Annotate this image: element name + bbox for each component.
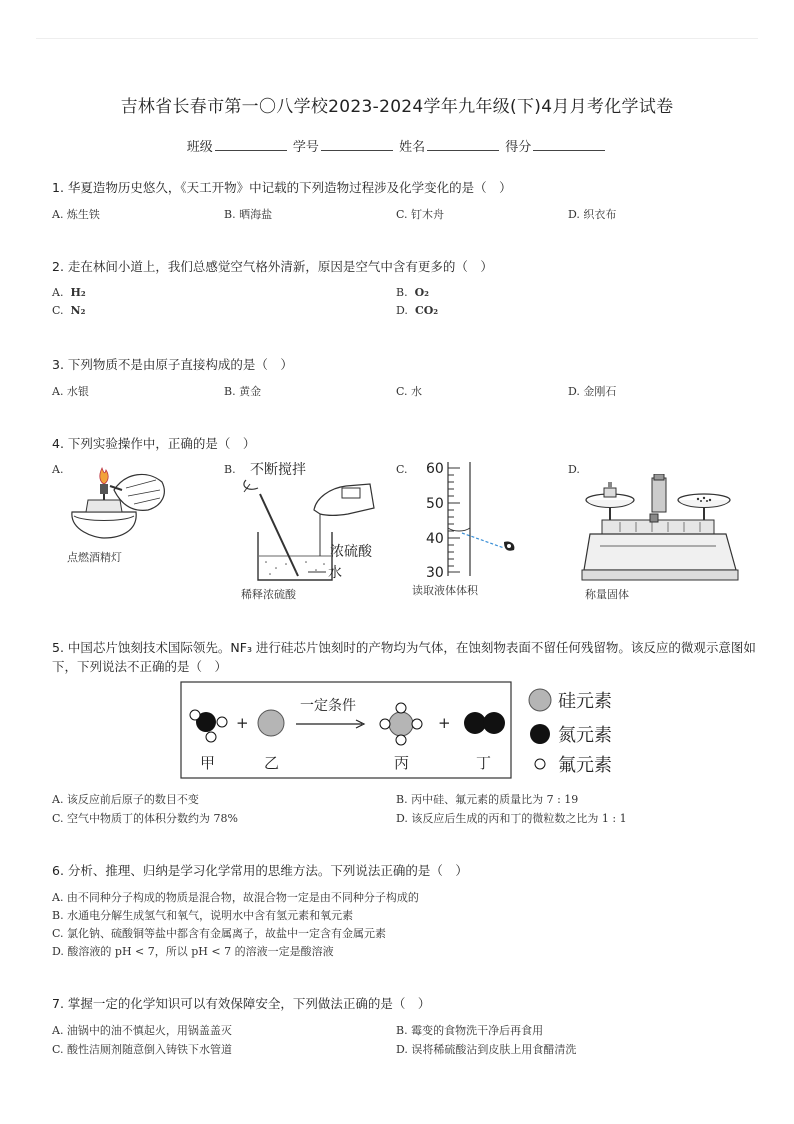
q4-option-b[interactable]: B. (224, 463, 236, 476)
question-2-stem: 2. 走在林间小道上，我们总感觉空气格外清新，原因是空气中含有更多的（ ） (52, 259, 493, 274)
label-jia: 甲 (200, 754, 216, 772)
question-7-stem: 7. 掌握一定的化学知识可以有效保障安全，下列做法正确的是（ ） (52, 996, 431, 1011)
q2-a-label: A. (52, 286, 64, 299)
q3-option-d[interactable]: D. 金刚石 (568, 385, 617, 398)
q2-c-label: C. (52, 304, 64, 317)
q3-option-b[interactable]: B. 黄金 (224, 385, 262, 398)
q7-option-a[interactable]: A. 油锅中的油不慎起火，用锅盖盖灭 (52, 1024, 232, 1037)
q2-b-label: B. (396, 286, 408, 299)
caption-c: 读取液体体积 (412, 584, 478, 597)
question-1-stem: 1. 华夏造物历史悠久，《天工开物》中记载的下列造物过程涉及化学变化的是（ ） (52, 180, 512, 195)
legend-n: 氮元素 (558, 725, 612, 746)
q6-option-a[interactable]: A. 由不同种分子构成的物质是混合物，故混合物一定是由不同种分子构成的 (52, 891, 419, 904)
q1-option-b[interactable]: B. 晒海盐 (224, 208, 273, 221)
b-acid-label: 浓硫酸 (330, 544, 372, 560)
reaction-diagram (178, 680, 628, 782)
b-water-label: 水 (328, 565, 342, 581)
q4-option-c[interactable]: C. (396, 463, 408, 476)
q7-option-c[interactable]: C. 酸性洁厕剂随意倒入铸铁下水管道 (52, 1043, 233, 1056)
c-tick-30: 30 (426, 565, 444, 580)
question-5-stem-line1: 5. 中国芯片蚀刻技术国际领先。NF₃ 进行硅芯片蚀刻时的产物均为气体，在蚀刻物表面不留任何残留物。该反应的微观示意图如 (52, 640, 756, 655)
number-label: 学号 (292, 140, 319, 155)
question-4-stem: 4. 下列实验操作中，正确的是（ ） (52, 436, 256, 451)
c-tick-40: 40 (426, 531, 444, 547)
dilute-acid-illustration (236, 458, 386, 586)
q1-option-d[interactable]: D. 织衣布 (568, 208, 617, 221)
q2-option-c[interactable] (52, 304, 85, 317)
name-blank[interactable] (427, 138, 499, 151)
b-stir-label: 不断搅拌 (250, 462, 306, 478)
question-6-stem: 6. 分析、推理、归纳是学习化学常用的思维方法。下列说法正确的是（ ） (52, 863, 468, 878)
alcohol-lamp-illustration (64, 460, 174, 540)
label-bing: 丙 (394, 754, 410, 772)
q7-option-d[interactable]: D. 误将稀硫酸沾到皮肤上用食醋清洗 (396, 1043, 577, 1056)
q2-option-a[interactable] (52, 286, 86, 299)
c-tick-50: 50 (426, 496, 444, 512)
name-label: 姓名 (399, 140, 426, 155)
caption-a: 点燃酒精灯 (67, 551, 122, 564)
q7-option-b[interactable]: B. 霉变的食物洗干净后再食用 (396, 1024, 544, 1037)
question-5-stem-line2: 下，下列说法不正确的是（ ） (52, 659, 228, 674)
q4-option-d[interactable]: D. (568, 463, 580, 476)
q5-option-b[interactable]: B. 丙中硅、氟元素的质量比为 7 : 19 (396, 793, 579, 806)
condition-label: 一定条件 (300, 698, 356, 714)
class-label: 班级 (186, 140, 213, 155)
q4-option-a[interactable]: A. (52, 463, 64, 476)
score-blank[interactable] (533, 138, 605, 151)
q5-option-a[interactable]: A. 该反应前后原子的数目不变 (52, 793, 199, 806)
q5-option-c[interactable]: C. 空气中物质丁的体积分数约为 78% (52, 812, 238, 825)
c-tick-60: 60 (426, 461, 444, 477)
q2-option-d[interactable] (396, 304, 438, 317)
q2-a-formula: H₂ (70, 286, 86, 299)
q2-d-formula: CO₂ (414, 304, 439, 317)
q6-option-d[interactable]: D. 酸溶液的 pH < 7，所以 pH < 7 的溶液一定是酸溶液 (52, 945, 334, 958)
q6-option-b[interactable]: B. 水通电分解生成氢气和氧气，说明水中含有氢元素和氧元素 (52, 909, 354, 922)
score-label: 得分 (505, 140, 532, 155)
question-3-stem: 3. 下列物质不是由原子直接构成的是（ ） (52, 357, 293, 372)
q1-option-a[interactable]: A. 炼生铁 (52, 208, 100, 221)
page-title: 吉林省长春市第一〇八学校2023-2024学年九年级(下)4月月考化学试卷 (120, 97, 674, 117)
caption-d: 称量固体 (585, 588, 629, 601)
legend-f: 氟元素 (558, 755, 612, 776)
class-blank[interactable] (215, 138, 287, 151)
q2-d-label: D. (396, 304, 408, 317)
q5-option-d[interactable]: D. 该反应后生成的丙和丁的微粒数之比为 1 : 1 (396, 812, 627, 825)
svg-text:+: + (236, 714, 249, 732)
q2-b-formula: O₂ (414, 286, 429, 299)
q2-c-formula: N₂ (70, 304, 86, 317)
label-ding: 丁 (476, 754, 492, 772)
q3-option-a[interactable]: A. 水银 (52, 385, 89, 398)
q2-option-b[interactable] (396, 286, 429, 299)
label-yi: 乙 (264, 754, 280, 772)
q1-option-c[interactable]: C. 钉木舟 (396, 208, 445, 221)
top-rule (36, 38, 758, 39)
balance-illustration (580, 474, 740, 584)
svg-text:+: + (438, 714, 451, 732)
caption-b: 稀释浓硫酸 (241, 588, 296, 601)
q3-option-c[interactable]: C. 水 (396, 385, 423, 398)
legend-si: 硅元素 (558, 691, 612, 712)
student-info-line (0, 136, 794, 155)
q6-option-c[interactable]: C. 氯化钠、硫酸铜等盐中都含有金属离子，故盐中一定含有金属元素 (52, 927, 387, 940)
read-volume-illustration (408, 458, 538, 580)
number-blank[interactable] (321, 138, 393, 151)
